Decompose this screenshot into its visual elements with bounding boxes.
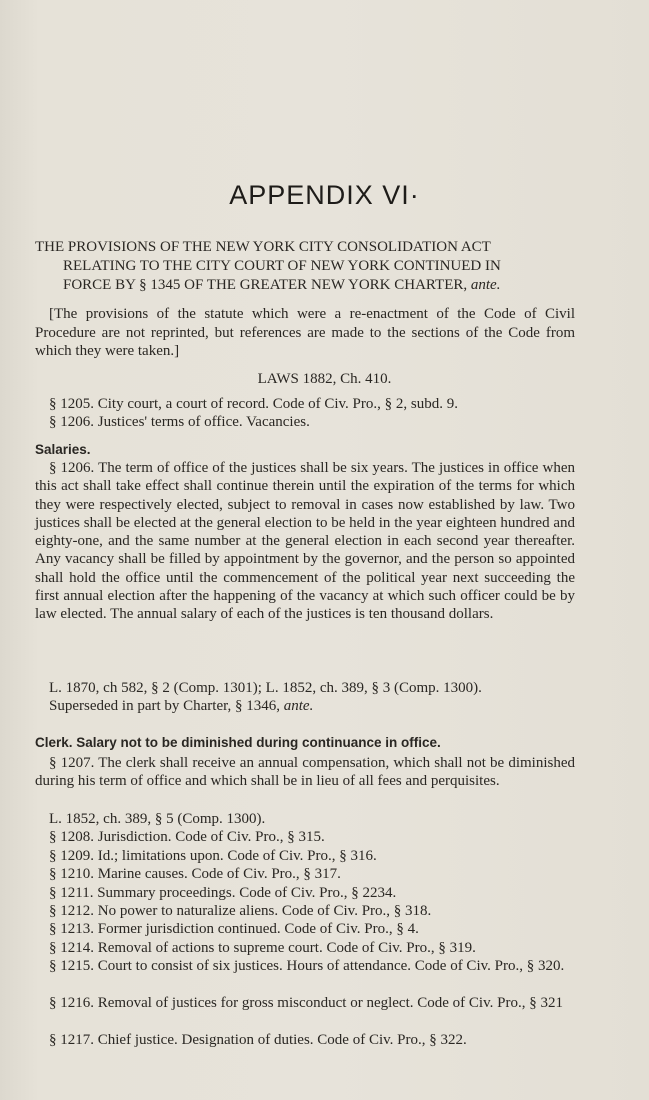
section-1213: § 1213. Former jurisdiction continued. Code of Civ. Pro., § 4. (49, 921, 419, 937)
heading-line-3 (35, 276, 575, 295)
intro-note: [The provisions of the statute which were a re-enactment of the Code of Civil Procedure are not reprinted, but references are made to the sections of the Code from which they were taken.] (35, 306, 575, 359)
clerk-body: § 1207. The clerk shall receive an annual compensation, which shall not be diminished during his term of office and which shall be in lieu of all fees and perquisites. (35, 755, 575, 790)
page-title: APPENDIX VI· (229, 180, 420, 210)
section-1211: § 1211. Summary proceedings. Code of Civ. Pro., § 2234. (49, 885, 397, 901)
section-1214: § 1214. Removal of actions to supreme court. Code of Civ. Pro., § 319. (49, 940, 476, 956)
section-1209: § 1209. Id.; limitations upon. Code of Civ. Pro., § 316. (49, 848, 377, 864)
heading-line-2: RELATING TO THE CITY COURT OF NEW YORK CONTINUED IN (63, 258, 501, 274)
section-1210: § 1210. Marine causes. Code of Civ. Pro., § 317. (49, 866, 341, 882)
section-1206-title: § 1206. Justices' terms of office. Vacancies. (49, 414, 310, 430)
heading-line-3-text: FORCE BY § 1345 OF THE GREATER NEW YORK CHARTER, (63, 277, 471, 293)
laws-heading: LAWS 1882, Ch. 410. (257, 371, 392, 387)
salaries-superseded (35, 697, 589, 715)
salaries-body: § 1206. The term of office of the justices shall be six years. The justices in office when this act shall take effect shall continue therein until the expiration of the terms for which they were respectively elected, subject to removal in cases now established by law. Two justices shall be elected at the general election to be held in the year eighteen hundred and eighty-one, and the same number at the general election in each second year thereafter. Any vacancy shall be filled by appointment by the governor, and the person so appointed shall hold the office until the commencement of the political year next succeeding the first annual election after the happening of the vacancy at which such officer could be by law elected. The annual salary of each of the justices is ten thousand dollars. (35, 460, 575, 623)
clerk-citation: L. 1852, ch. 389, § 5 (Comp. 1300). (49, 811, 266, 827)
section-1212: § 1212. No power to naturalize aliens. Code of Civ. Pro., § 318. (49, 903, 432, 919)
superseded-text: Superseded in part by Charter, § 1346, (49, 698, 284, 714)
section-1208: § 1208. Jurisdiction. Code of Civ. Pro., § 315. (49, 829, 325, 845)
salaries-heading: Salaries. (35, 442, 91, 457)
section-1205: § 1205. City court, a court of record. Code of Civ. Pro., § 2, subd. 9. (49, 396, 458, 412)
salaries-citation: L. 1870, ch 582, § 2 (Comp. 1301); L. 1852, ch. 389, § 3 (Comp. 1300). (49, 680, 482, 696)
clerk-heading: Clerk. Salary not to be diminished during continuance in office. (35, 735, 441, 750)
section-1217: § 1217. Chief justice. Designation of duties. Code of Civ. Pro., § 322. (49, 1032, 467, 1048)
superseded-ante: ante. (283, 698, 314, 714)
heading-line-1: THE PROVISIONS OF THE NEW YORK CITY CONSOLIDATION ACT (35, 239, 491, 255)
heading-line-3-ante: ante. (470, 277, 501, 293)
section-1215: § 1215. Court to consist of six justices. Hours of attendance. Code of Civ. Pro., § 320. (49, 958, 565, 974)
section-1216: § 1216. Removal of justices for gross misconduct or neglect. Code of Civ. Pro., § 321 (49, 995, 563, 1011)
appendix-heading (35, 238, 575, 295)
